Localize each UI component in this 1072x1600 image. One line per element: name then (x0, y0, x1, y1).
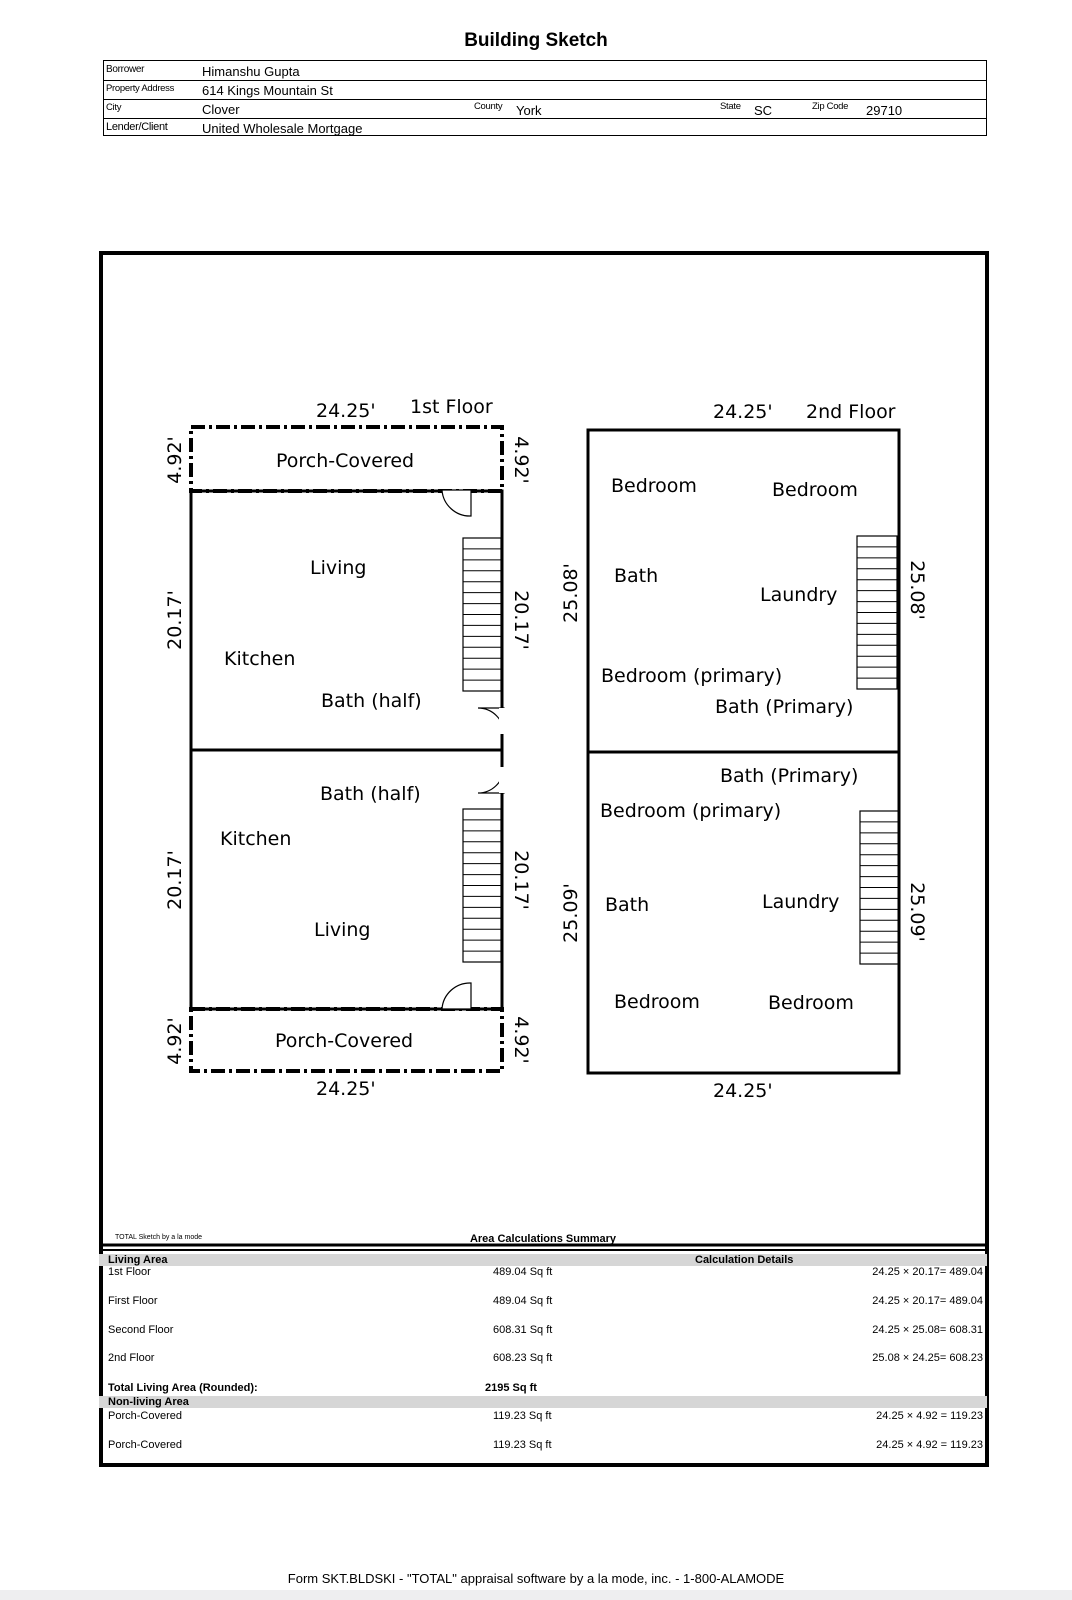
dim-top-width-1: 24.25' (316, 400, 376, 422)
row-detail: 24.25 × 20.17= 489.04 (872, 1266, 983, 1278)
unit-b-kitchen: Kitchen (220, 828, 292, 850)
unit-b-living: Living (314, 919, 371, 941)
living-area-header (99, 1254, 987, 1266)
area-calculations-summary (99, 1247, 987, 1464)
door-porch-top (442, 490, 471, 516)
unit-a-bath-half: Bath (half) (321, 690, 422, 712)
row-area: 608.23 Sq ft (493, 1352, 553, 1364)
total-value: 2195 Sq ft (485, 1382, 537, 1394)
floor2-label: 2nd Floor (806, 401, 896, 423)
dim-unit-b-left: 20.17' (164, 850, 186, 910)
floor1-label: 1st Floor (410, 396, 493, 418)
address-value: 614 Kings Mountain St (202, 83, 333, 98)
row-name: Porch-Covered (108, 1439, 182, 1451)
table-row (99, 1266, 987, 1280)
stairs-unit-a-upper (857, 536, 897, 689)
dim-bottom-width-1: 24.25' (316, 1078, 376, 1100)
unit-a-living: Living (310, 557, 367, 579)
total-row (99, 1382, 987, 1396)
stairs-unit-b-upper (860, 811, 899, 964)
row-detail: 24.25 × 4.92 = 119.23 (876, 1439, 983, 1451)
state-label: State (720, 101, 741, 112)
porch-bottom-label: Porch-Covered (275, 1030, 414, 1052)
table-row (99, 1295, 987, 1309)
row-name: 2nd Floor (108, 1352, 155, 1364)
lender-value: United Wholesale Mortgage (202, 121, 363, 136)
summary-title: Area Calculations Summary (469, 1233, 617, 1245)
row-area: 119.23 Sq ft (493, 1410, 552, 1422)
dim-upper-a-right: 25.08' (906, 560, 928, 620)
dim-porch-bottom-left: 4.92' (164, 1017, 186, 1065)
dim-bottom-width-2: 24.25' (713, 1080, 773, 1102)
dim-porch-bottom-right: 4.92' (510, 1016, 532, 1064)
sketch-credit: TOTAL Sketch by a la mode (115, 1234, 203, 1241)
dim-unit-a-right: 20.17' (510, 590, 532, 650)
lender-label: Lender/Client (106, 121, 168, 133)
stairs-unit-a (463, 538, 501, 691)
row-area: 489.04 Sq ft (493, 1266, 553, 1278)
row-detail: 24.25 × 25.08= 608.31 (872, 1324, 983, 1336)
non-living-area-header (99, 1396, 987, 1408)
dim-upper-b-left: 25.09' (560, 883, 582, 943)
address-label: Property Address (106, 83, 175, 94)
upper-b-bedroom-2: Bedroom (768, 992, 854, 1014)
table-row (99, 1439, 987, 1453)
row-detail: 25.08 × 24.25= 608.23 (872, 1352, 983, 1364)
city-value: Clover (202, 102, 240, 117)
dim-unit-b-right: 20.17' (510, 850, 532, 910)
unit-b-bath-half: Bath (half) (320, 783, 421, 805)
borrower-value: Himanshu Gupta (202, 64, 300, 79)
wall-gap-b (499, 767, 505, 793)
row-detail: 24.25 × 20.17= 489.04 (872, 1295, 983, 1307)
calculation-details-heading: Calculation Details (695, 1254, 794, 1266)
upper-a-bath-primary: Bath (Primary) (715, 696, 854, 718)
upper-b-bath-primary: Bath (Primary) (720, 765, 859, 787)
table-row (99, 1352, 987, 1366)
upper-a-bedroom-1: Bedroom (611, 475, 697, 497)
dim-top-width-2: 24.25' (713, 401, 773, 423)
row-name: Porch-Covered (108, 1410, 182, 1422)
dim-upper-a-left: 25.08' (560, 563, 582, 623)
upper-b-laundry: Laundry (762, 891, 840, 913)
page-title: Building Sketch (464, 30, 608, 51)
zip-value: 29710 (866, 103, 903, 118)
dim-upper-b-right: 25.09' (906, 882, 928, 942)
row-area: 608.31 Sq ft (493, 1324, 553, 1336)
upper-b-bath: Bath (605, 894, 650, 916)
table-row (99, 1324, 987, 1338)
upper-a-laundry: Laundry (760, 584, 838, 606)
dim-porch-top-left: 4.92' (164, 436, 186, 484)
non-living-area-heading: Non-living Area (108, 1396, 189, 1408)
row-name: Second Floor (108, 1324, 174, 1336)
upper-b-bedroom-1: Bedroom (614, 991, 700, 1013)
dim-unit-a-left: 20.17' (164, 590, 186, 650)
door-porch-bottom (442, 983, 471, 1009)
form-footer: Form SKT.BLDSKI - "TOTAL" appraisal software by a la mode, inc. - 1-800-ALAMODE (287, 1571, 785, 1586)
living-area-heading: Living Area (108, 1254, 168, 1266)
upper-b-bedroom-primary: Bedroom (primary) (600, 800, 782, 822)
borrower-label: Borrower (106, 64, 145, 75)
porch-top-label: Porch-Covered (276, 450, 415, 472)
total-label: Total Living Area (Rounded): (108, 1382, 258, 1394)
wall-gap-a (499, 708, 505, 734)
row-name: 1st Floor (108, 1266, 151, 1278)
stairs-unit-b (463, 809, 501, 962)
upper-a-bedroom-primary: Bedroom (primary) (601, 665, 783, 687)
table-row (99, 1410, 987, 1424)
upper-a-bedroom-2: Bedroom (772, 479, 858, 501)
upper-a-bath: Bath (614, 565, 659, 587)
row-detail: 24.25 × 4.92 = 119.23 (876, 1410, 983, 1422)
row-area: 119.23 Sq ft (493, 1439, 552, 1451)
unit-a-kitchen: Kitchen (224, 648, 296, 670)
viewer-bottom-strip (0, 1590, 1072, 1600)
county-label: County (474, 101, 503, 112)
zip-label: Zip Code (812, 101, 849, 112)
state-value: SC (754, 103, 773, 118)
county-value: York (516, 103, 542, 118)
row-area: 489.04 Sq ft (493, 1295, 553, 1307)
city-label: City (106, 102, 122, 113)
dim-porch-top-right: 4.92' (510, 436, 532, 484)
row-name: First Floor (108, 1295, 158, 1307)
